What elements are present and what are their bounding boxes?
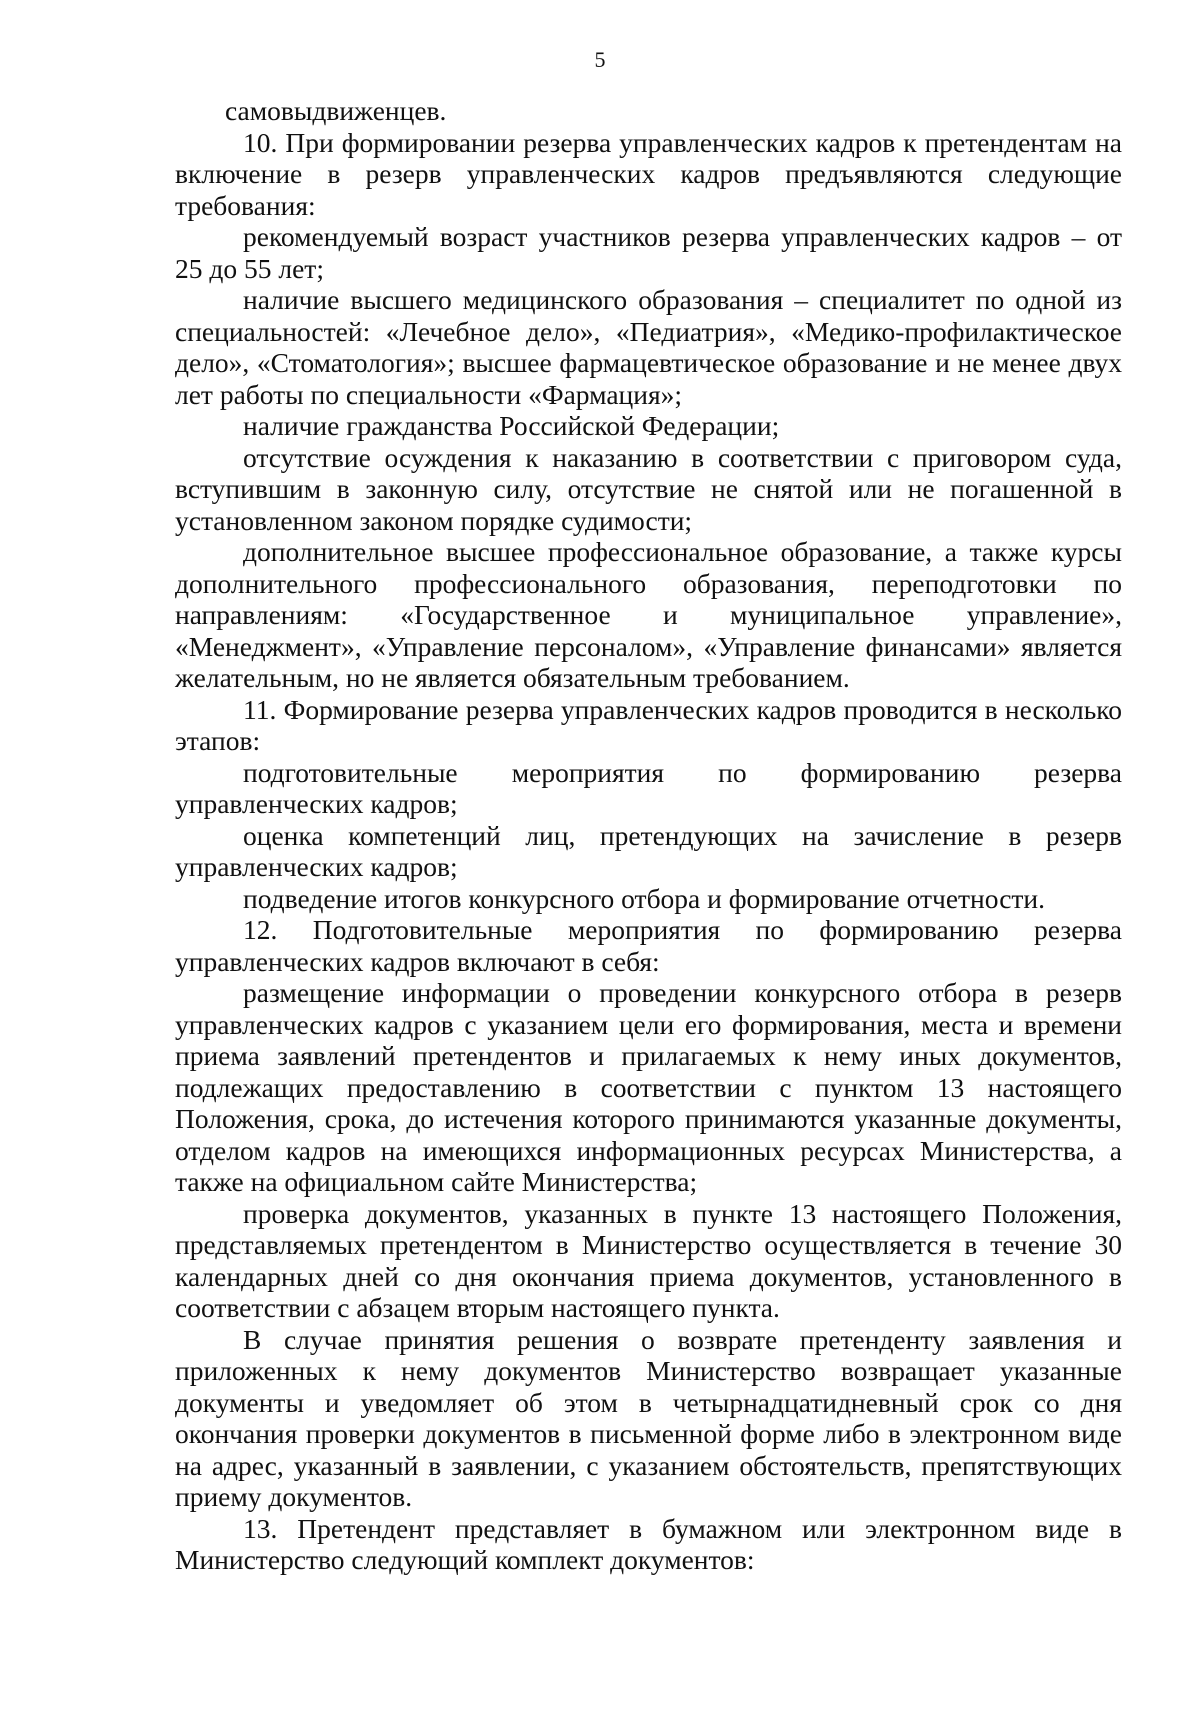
- paragraph: 10. При формировании резерва управленческих кадров к претендентам на включение в резерв управленческих кадров предъявляются следующие требования:: [175, 126, 1122, 221]
- paragraph: дополнительное высшее профессиональное образование, а также курсы дополнительного профессионального образования, переподготовки по направлениям: «Государственное и муниципальное управление», «Менеджмент», «Управление персоналом», «Управление финансами» является желательным, но не является обязательным требованием.: [175, 536, 1122, 693]
- document-body: [175, 95, 1122, 1576]
- paragraph: наличие гражданства Российской Федерации;: [243, 410, 780, 441]
- paragraph: проверка документов, указанных в пункте 13 настоящего Положения, представляемых претендентом в Министерство осуществляется в течение 30 календарных дней со дня окончания приема документов, установленного в соответствии с абзацем вторым настоящего пункта.: [175, 1197, 1122, 1323]
- paragraph: В случае принятия решения о возврате претенденту заявления и приложенных к нему документов Министерство возвращает указанные документы и уведомляет об этом в четырнадцатидневный срок со дня окончания проверки документов в письменной форме либо в электронном виде на адрес, указанный в заявлении, с указанием обстоятельств, препятствующих приему документов.: [175, 1323, 1122, 1512]
- paragraph: отсутствие осуждения к наказанию в соответствии с приговором суда, вступившим в законную силу, отсутствие не снятой или не погашенной в установленном законом порядке судимости;: [175, 441, 1122, 536]
- paragraph: наличие высшего медицинского образования – специалитет по одной из специальностей: «Лечебное дело», «Педиатрия», «Медико-профилактическое дело», «Стоматология»; высшее фармацевтическое образование и не менее двух лет работы по специальности «Фармация»;: [175, 284, 1122, 410]
- paragraph: 11. Формирование резерва управленческих кадров проводится в несколько этапов:: [175, 693, 1122, 756]
- paragraph: 13. Претендент представляет в бумажном или электронном виде в Министерство следующий комплект документов:: [175, 1512, 1122, 1575]
- paragraph: оценка компетенций лиц, претендующих на зачисление в резерв управленческих кадров;: [175, 819, 1122, 882]
- page-number: 5: [594, 47, 606, 72]
- paragraph: 12. Подготовительные мероприятия по формированию резерва управленческих кадров включают в себя:: [175, 914, 1122, 977]
- paragraph: самовыдвиженцев.: [225, 95, 447, 126]
- paragraph: подведение итогов конкурсного отбора и формирование отчетности.: [243, 882, 1046, 914]
- paragraph: размещение информации о проведении конкурсного отбора в резерв управленческих кадров с указанием цели его формирования, места и времени приема заявлений претендентов и прилагаемых к нему иных документов, подлежащих предоставлению в соответствии с пунктом 13 настоящего Положения, срока, до истечения которого принимаются указанные документы, отделом кадров на имеющихся информационных ресурсах Министерства, а также на официальном сайте Министерства;: [175, 977, 1122, 1197]
- paragraph: рекомендуемый возраст участников резерва управленческих кадров – от 25 до 55 лет;: [175, 221, 1122, 284]
- paragraph: подготовительные мероприятия по формированию резерва управленческих кадров;: [175, 756, 1122, 819]
